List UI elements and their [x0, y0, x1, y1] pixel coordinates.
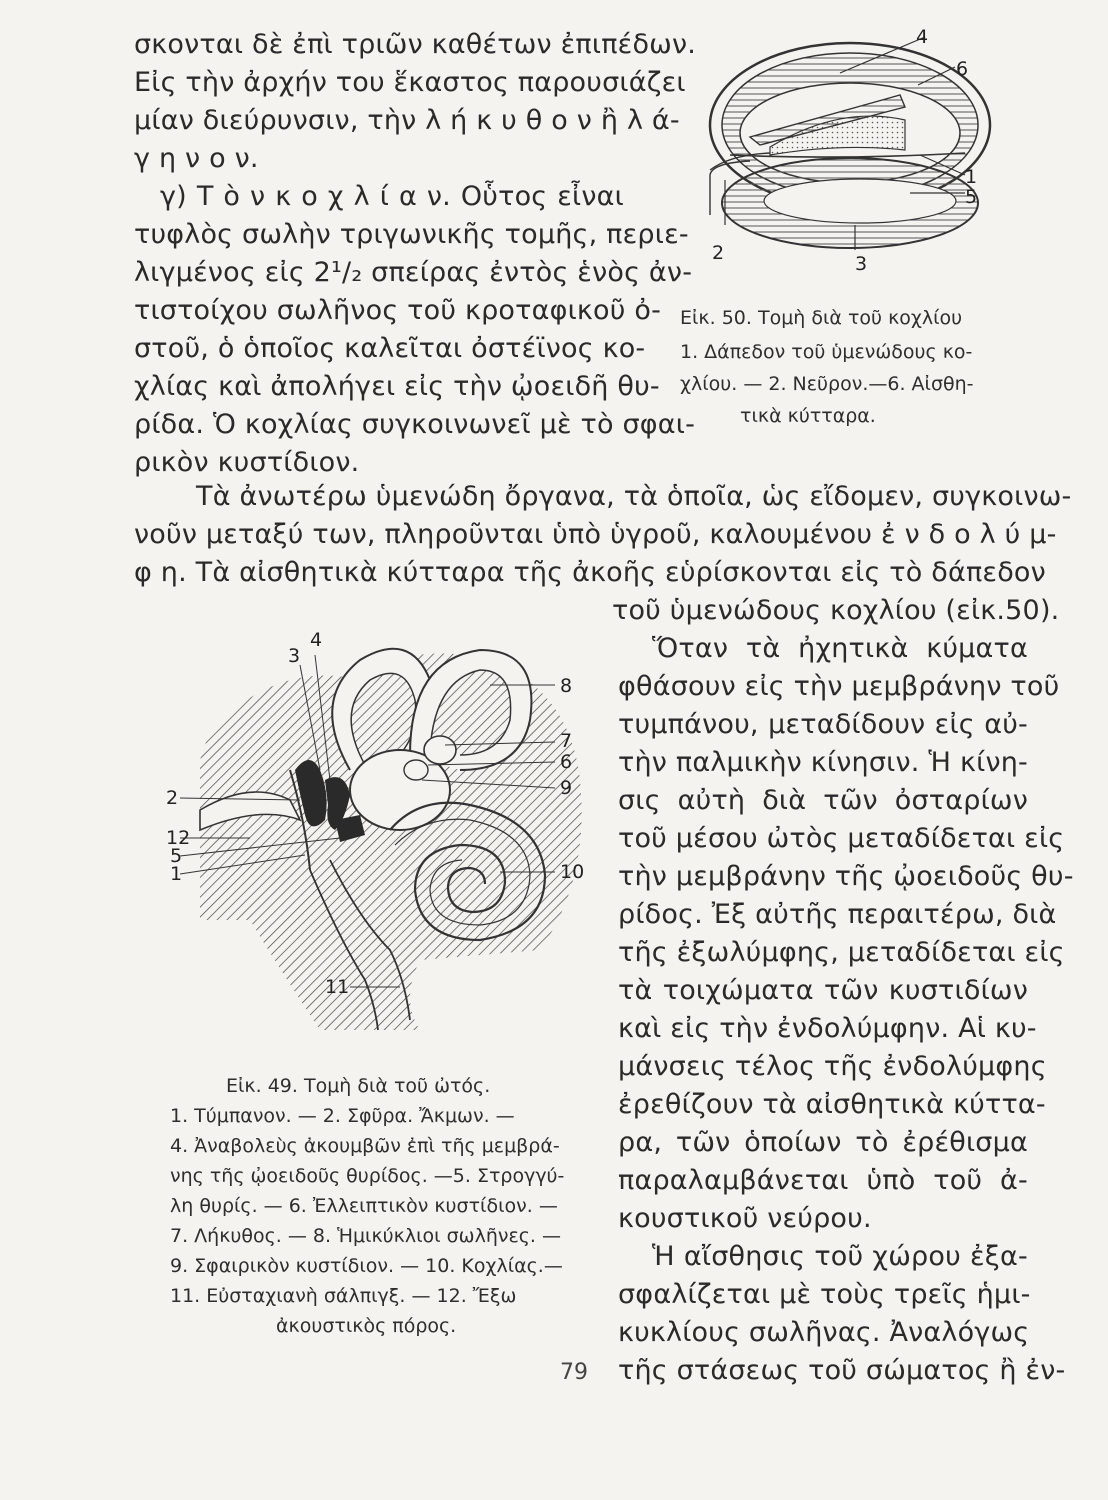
text-line: τοῦ ὑμενώδους κοχλίου (εἰκ.50). — [612, 595, 1060, 626]
caption-line: 9. Σφαιρικὸν κυστίδιον. — 10. Κοχλίας.— — [170, 1255, 563, 1277]
caption-line: λη θυρίς. — 6. Ἐλλειπτικὸν κυστίδιον. — — [170, 1195, 558, 1217]
fig49-label: 8 — [560, 675, 573, 697]
text-line: χλίας καὶ ἀπολήγει εἰς τὴν ᾠοειδῆ θυ- — [134, 371, 660, 402]
fig50-cochlea-section-diagram — [690, 25, 1030, 305]
text-line: Ἡ αἴσθησις τοῦ χώρου ἐξα- — [652, 1241, 1028, 1272]
caption-line: Εἰκ. 49. Τομὴ διὰ τοῦ ὠτός. — [226, 1075, 491, 1097]
text-line: τιστοίχου σωλῆνος τοῦ κροταφικοῦ ὀ- — [134, 295, 662, 326]
text-line: σις αὐτὴ διὰ τῶν ὀσταρίων — [618, 785, 1028, 816]
fig50-label: 6 — [956, 58, 969, 80]
text-line: νοῦν μεταξύ των, πληροῦνται ὑπὸ ὑγροῦ, καλουμένου ἐ ν δ ο λ ύ μ- — [134, 519, 1057, 550]
text-line: ρίδος. Ἐξ αὐτῆς περαιτέρω, διὰ — [618, 899, 1057, 930]
text-line: ρίδα. Ὁ κοχλίας συγκοινωνεῖ μὲ τὸ σφαι- — [134, 409, 696, 440]
text-line: τοῦ μέσου ὠτὸς μεταδίδεται εἰς — [618, 823, 1065, 854]
page-number: 79 — [560, 1360, 588, 1385]
text-line: καὶ εἰς τὴν ἐνδολύμφην. Αἱ κυ- — [618, 1013, 1037, 1044]
fig50-label: 1 — [965, 166, 978, 188]
caption-line: χλίου. — 2. Νεῦρον.—6. Αἰσθη- — [680, 373, 974, 395]
text-line: τὰ τοιχώματα τῶν κυστιδίων — [618, 975, 1028, 1006]
text-line: ρικὸν κυστίδιον. — [134, 447, 360, 478]
fig49-label: 12 — [166, 827, 191, 849]
text-line: Ὅταν τὰ ἠχητικὰ κύματα — [652, 633, 1028, 664]
text-line: φθάσουν εἰς τὴν μεμβράνην τοῦ — [618, 671, 1060, 702]
text-line: τὴν μεμβράνην τῆς ᾠοειδοῦς θυ- — [618, 861, 1074, 892]
caption-line: νης τῆς ᾠοειδοῦς θυρίδος. —5. Στρογγύ- — [170, 1165, 565, 1187]
text-line: Τὰ ἀνωτέρω ὑμενώδη ὄργανα, τὰ ὁποῖα, ὡς εἴδομεν, συγκοινω- — [196, 481, 1072, 512]
text-line: παραλαμβάνεται ὑπὸ τοῦ ἀ- — [618, 1165, 1028, 1196]
text-line: τυμπάνου, μεταδίδουν εἰς αὐ- — [618, 709, 1028, 740]
text-line: μίαν διεύρυνσιν, τὴν λ ή κ υ θ ο ν ἢ λ ά- — [134, 105, 680, 136]
text-line: φ η. Τὰ αἰσθητικὰ κύτταρα τῆς ἀκοῆς εὑρίσκονται εἰς τὸ δάπεδον — [134, 557, 1046, 588]
text-line: μάνσεις τέλος τῆς ἐνδολύμφης — [618, 1051, 1047, 1082]
text-line: σκονται δὲ ἐπὶ τριῶν καθέτων ἐπιπέδων. — [134, 29, 697, 60]
text-line: κουστικοῦ νεύρου. — [618, 1203, 872, 1234]
caption-line: τικὰ κύτταρα. — [740, 405, 876, 427]
caption-line: 1. Δάπεδον τοῦ ὑμενώδους κο- — [680, 341, 973, 363]
fig49-label: 1 — [170, 863, 183, 885]
text-line: τὴν παλμικὴν κίνησιν. Ἡ κίνη- — [618, 747, 1028, 778]
text-line: σφαλίζεται μὲ τοὺς τρεῖς ἡμι- — [618, 1279, 1031, 1310]
text-line: τυφλὸς σωλὴν τριγωνικῆς τομῆς, περιε- — [134, 219, 689, 250]
caption-line: 11. Εὐσταχιανὴ σάλπιγξ. — 12. Ἔξω — [170, 1285, 517, 1307]
caption-line: 7. Λήκυθος. — 8. Ἡμικύκλιοι σωλῆνες. — — [170, 1225, 561, 1247]
fig50-label: 3 — [855, 253, 868, 275]
text-line: ρα, τῶν ὁποίων τὸ ἐρέθισμα — [618, 1127, 1028, 1158]
fig49-label: 10 — [560, 861, 585, 883]
caption-line: Εἰκ. 50. Τομὴ διὰ τοῦ κοχλίου — [680, 307, 963, 329]
fig49-label: 3 — [288, 645, 301, 667]
text-line: ἐρεθίζουν τὰ αἰσθητικὰ κύττα- — [618, 1089, 1046, 1120]
fig49-label: 2 — [166, 787, 179, 809]
text-line: γ) Τ ὸ ν κ ο χ λ ί α ν. Οὗτος εἶναι — [160, 181, 624, 212]
fig49-label: 7 — [560, 730, 573, 752]
text-line: τῆς στάσεως τοῦ σώματος ἢ ἐν- — [618, 1355, 1066, 1386]
caption-line: ἀκουστικὸς πόρος. — [276, 1315, 457, 1337]
caption-line: 1. Τύμπανον. — 2. Σφῦρα. Ἄκμων. — — [170, 1105, 515, 1127]
fig50-label: 2 — [712, 242, 725, 264]
text-line: Εἰς τὴν ἀρχήν του ἕκαστος παρουσιάζει — [134, 67, 686, 98]
text-line: τῆς ἐξωλύμφης, μεταδίδεται εἰς — [618, 937, 1065, 968]
fig49-ear-section-diagram — [160, 620, 610, 1060]
text-line: στοῦ, ὁ ὁποῖος καλεῖται ὀστέϊνος κο- — [134, 333, 646, 364]
fig49-label: 9 — [560, 777, 573, 799]
fig49-label: 5 — [170, 845, 183, 867]
text-line: γ η ν ο ν. — [134, 143, 259, 174]
text-line: κυκλίους σωλῆνας. Ἀναλόγως — [618, 1317, 1030, 1348]
fig49-label: 6 — [560, 751, 573, 773]
fig50-label: 5 — [965, 186, 978, 208]
fig50-label: 4 — [916, 26, 929, 48]
caption-line: 4. Ἀναβολεὺς ἀκουμβῶν ἐπὶ τῆς μεμβρά- — [170, 1135, 560, 1157]
fig49-label: 11 — [325, 976, 350, 998]
text-line: λιγμένος εἰς 2¹/₂ σπείρας ἐντὸς ἑνὸς ἀν- — [134, 257, 693, 288]
fig49-label: 4 — [310, 629, 323, 651]
